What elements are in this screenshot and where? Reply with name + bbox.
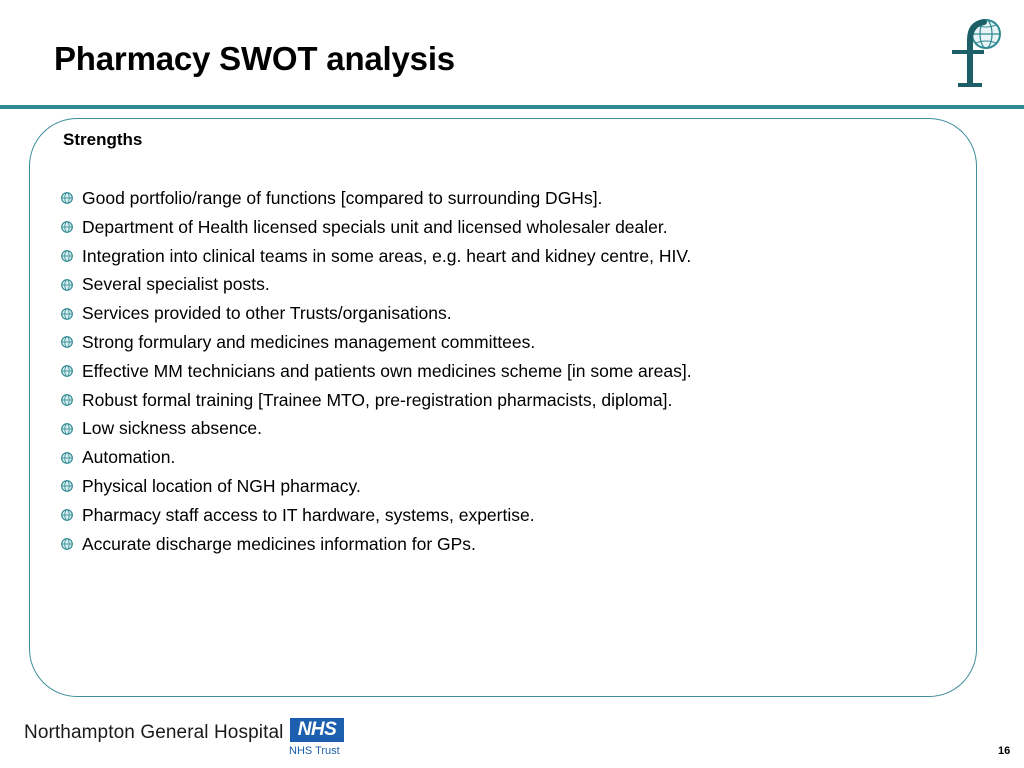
list-item-text: Automation. xyxy=(82,447,176,468)
globe-bullet-icon xyxy=(61,279,73,291)
header-divider xyxy=(0,105,1024,109)
strengths-list xyxy=(60,184,692,558)
globe-bullet-icon xyxy=(61,394,73,406)
globe-bullet-icon xyxy=(61,192,73,204)
list-item-text: Good portfolio/range of functions [compared to surrounding DGHs]. xyxy=(82,188,603,208)
list-item-text: Services provided to other Trusts/organisations. xyxy=(82,303,452,324)
list-item xyxy=(60,184,692,213)
globe-bullet-icon xyxy=(61,336,73,348)
list-item-text: Pharmacy staff access to IT hardware, systems, expertise. xyxy=(82,504,535,525)
pharmacy-f-globe-logo xyxy=(940,14,1010,90)
list-item xyxy=(60,530,692,559)
list-item xyxy=(60,270,692,299)
list-item-text: Physical location of NGH pharmacy. xyxy=(82,475,361,496)
organisation-name: Northampton General Hospital xyxy=(24,722,284,743)
list-item-text: Robust formal training [Trainee MTO, pre-registration pharmacists, diploma]. xyxy=(82,389,673,410)
list-item-text: Strong formulary and medicines management committees. xyxy=(82,331,536,352)
list-item xyxy=(60,414,692,443)
list-item xyxy=(60,242,692,271)
globe-bullet-icon xyxy=(61,365,73,377)
list-item xyxy=(60,443,692,472)
list-item-text: Integration into clinical teams in some areas, e.g. heart and kidney centre, HIV. xyxy=(82,245,692,266)
globe-bullet-icon xyxy=(61,480,73,492)
list-item xyxy=(60,501,692,530)
page-number: 16 xyxy=(998,745,1011,757)
list-item-text: Accurate discharge medicines information for GPs. xyxy=(82,533,476,554)
list-item-text: Effective MM technicians and patients own medicines scheme [in some areas]. xyxy=(82,360,692,381)
list-item-text: Low sickness absence. xyxy=(82,418,262,439)
list-item xyxy=(60,357,692,386)
nhs-trust-label: NHS Trust xyxy=(289,745,340,757)
list-item-text: Department of Health licensed specials unit and licensed wholesaler dealer. xyxy=(82,216,668,237)
list-item-text: Several specialist posts. xyxy=(82,274,270,295)
list-item xyxy=(60,472,692,501)
list-item xyxy=(60,299,692,328)
globe-bullet-icon xyxy=(61,452,73,464)
list-item xyxy=(60,213,692,242)
globe-bullet-icon xyxy=(61,509,73,521)
globe-bullet-icon xyxy=(61,308,73,320)
list-item xyxy=(60,386,692,415)
globe-bullet-icon xyxy=(61,250,73,262)
list-item xyxy=(60,328,692,357)
globe-bullet-icon xyxy=(61,423,73,435)
page-title: Pharmacy SWOT analysis xyxy=(54,40,455,77)
globe-bullet-icon xyxy=(61,538,73,550)
nhs-logo: NHS xyxy=(290,718,344,742)
section-heading: Strengths xyxy=(63,130,143,149)
globe-bullet-icon xyxy=(61,221,73,233)
